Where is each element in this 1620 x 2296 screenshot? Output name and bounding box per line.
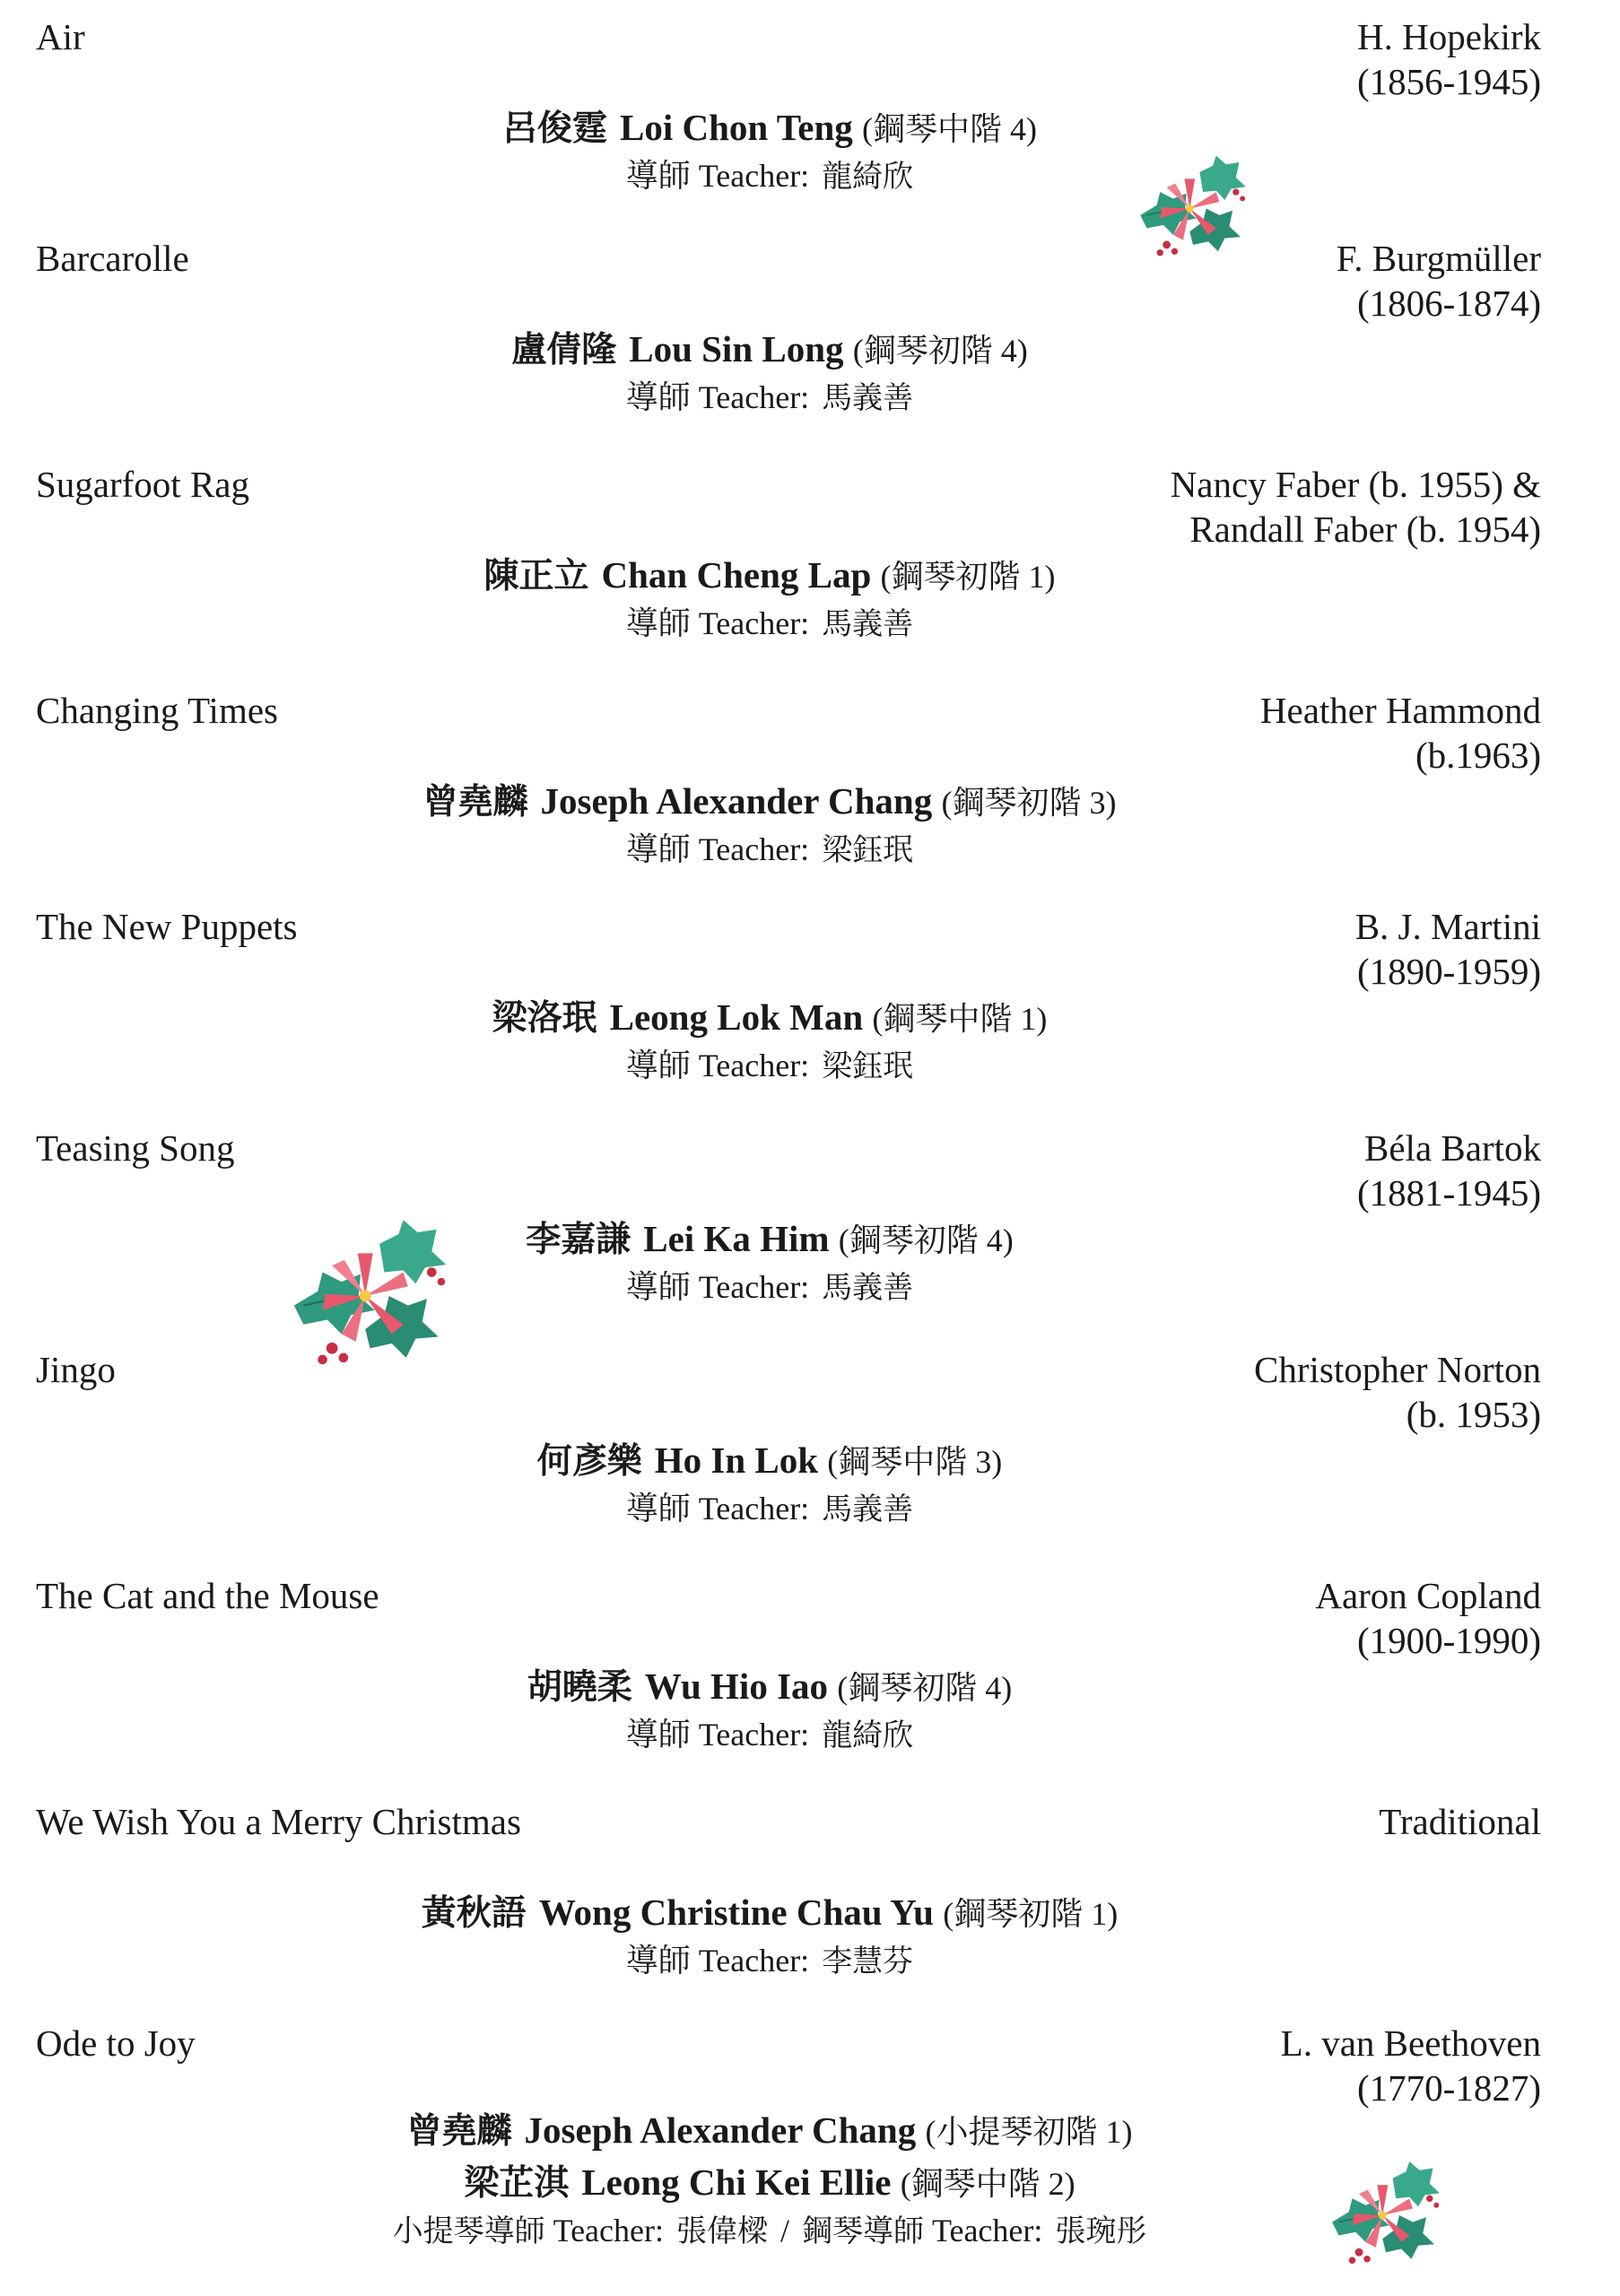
performer-grade: (鋼琴初階 1) — [943, 1896, 1119, 1932]
teacher-name: 馬義善 — [822, 1270, 914, 1306]
performer — [0, 776, 1620, 828]
performer — [0, 1661, 1620, 1713]
performer-block — [0, 1661, 1620, 1757]
piano-teacher-label-en: Teacher: — [932, 2213, 1043, 2248]
teacher-label: 導師 Teacher: — [625, 1717, 810, 1752]
composer — [734, 14, 1541, 104]
performer-name-cn: 盧倩隆 — [511, 330, 617, 370]
performer-name-en: Lou Sin Long — [629, 328, 844, 370]
composer-name: H. Hopekirk — [1357, 16, 1541, 57]
performer-block — [0, 1435, 1620, 1531]
performer-grade: (鋼琴中階 4) — [862, 111, 1038, 147]
performer-name-en: Leong Lok Man — [609, 996, 864, 1038]
teacher-line — [0, 1044, 1620, 1088]
teacher-name: 梁鈺珉 — [822, 1048, 914, 1084]
teacher-line — [0, 602, 1620, 646]
composer-dates: (1890-1959) — [1357, 951, 1541, 992]
piece-title: Teasing Song — [36, 1127, 235, 1169]
performer — [0, 992, 1620, 1044]
performer-name-en: Ho In Lok — [654, 1439, 819, 1481]
performer-grade: (小提琴初階 1) — [925, 2114, 1133, 2150]
performer-grade: (鋼琴中階 3) — [827, 1444, 1003, 1480]
teacher-name: 李慧芬 — [822, 1944, 914, 1979]
composer — [734, 462, 1541, 552]
piece-title: Sugarfoot Rag — [36, 464, 249, 505]
teacher-label: 導師 Teacher: — [625, 379, 810, 415]
piece-title: Changing Times — [36, 690, 278, 731]
piano-teacher-label-cn: 鋼琴導師 — [802, 2213, 924, 2249]
composer — [734, 2021, 1541, 2110]
teacher-line — [0, 1713, 1620, 1757]
performer-name-en: Lei Ka Him — [643, 1218, 830, 1259]
performer-grade: (鋼琴初階 4) — [837, 1670, 1013, 1706]
teacher-label: 導師 Teacher: — [625, 605, 810, 641]
violin-teacher-name: 張偉樑 — [675, 2213, 768, 2249]
performer-block — [0, 992, 1620, 1088]
composer-name: Nancy Faber (b. 1955) & — [1170, 464, 1541, 505]
teacher-label: 導師 Teacher: — [625, 158, 810, 194]
performer-name-cn: 梁芷淇 — [464, 2163, 570, 2204]
teacher-line — [0, 1939, 1620, 1983]
teacher-line — [0, 376, 1620, 420]
composer-dates: Randall Faber (b. 1954) — [1189, 509, 1541, 550]
composer-name: F. Burgmüller — [1336, 238, 1541, 279]
composer-name: Christopher Norton — [1254, 1349, 1541, 1390]
composer-dates: (1806-1874) — [1357, 283, 1541, 324]
performer — [0, 1435, 1620, 1487]
performer-name-cn: 曾堯麟 — [406, 2111, 512, 2152]
performer — [0, 102, 1620, 154]
piece-title: The New Puppets — [36, 906, 298, 947]
composer-dates: (b. 1953) — [1406, 1394, 1541, 1435]
composer-dates: (1770-1827) — [1357, 2067, 1541, 2109]
performer-name-en: Loi Chon Teng — [619, 107, 853, 148]
teacher-separator: / — [780, 2213, 789, 2248]
performer — [0, 1887, 1620, 1939]
composer-dates: (1881-1945) — [1357, 1172, 1541, 1213]
performer-grade: (鋼琴初階 3) — [941, 785, 1117, 821]
violin-teacher-label-cn: 小提琴導師 — [392, 2213, 545, 2249]
performer-name-cn: 胡曉柔 — [527, 1667, 632, 1708]
teacher-label: 導師 Teacher: — [625, 831, 810, 867]
composer — [734, 688, 1541, 778]
performer — [0, 550, 1620, 602]
performer-block — [0, 1213, 1620, 1309]
performer-name-cn: 黃秋語 — [421, 1893, 527, 1934]
performer-grade: (鋼琴中階 2) — [900, 2166, 1076, 2202]
holly-poinsettia-icon — [1126, 152, 1260, 265]
teacher-label: 導師 Teacher: — [625, 1943, 810, 1979]
piece-title: Ode to Joy — [36, 2022, 196, 2064]
performer-name-en: Wu Hio Iao — [644, 1665, 829, 1707]
teacher-name: 馬義善 — [822, 1492, 914, 1527]
performer-name-en: Joseph Alexander Chang — [540, 780, 933, 822]
performer — [0, 324, 1620, 376]
teacher-line — [0, 828, 1620, 872]
violin-teacher-label-en: Teacher: — [553, 2213, 664, 2248]
performer-grade: (鋼琴初階 4) — [838, 1222, 1014, 1258]
performer-name-en: Wong Christine Chau Yu — [538, 1892, 934, 1933]
piece-title: Jingo — [36, 1349, 116, 1390]
holly-poinsettia-icon — [274, 1215, 466, 1377]
composer-name: Aaron Copland — [1315, 1575, 1541, 1616]
performer-name-en: Leong Chi Kei Ellie — [581, 2161, 892, 2203]
teacher-line — [0, 1265, 1620, 1309]
piece-title: Barcarolle — [36, 238, 189, 279]
teacher-name: 馬義善 — [822, 606, 914, 642]
composer-name: Heather Hammond — [1259, 690, 1541, 731]
teacher-name: 龍綺欣 — [822, 1718, 914, 1753]
composer — [734, 1126, 1541, 1215]
piece-title: Air — [36, 16, 85, 57]
teacher-name: 龍綺欣 — [822, 159, 914, 195]
performer — [0, 1213, 1620, 1265]
performer-grade: (鋼琴初階 1) — [880, 559, 1056, 595]
composer — [734, 1573, 1541, 1663]
teacher-line — [0, 154, 1620, 198]
teacher-label: 導師 Teacher: — [625, 1048, 810, 1083]
teacher-name: 馬義善 — [822, 380, 914, 416]
performer-name-cn: 呂俊霆 — [501, 109, 607, 149]
performer-grade: (鋼琴初階 4) — [852, 333, 1028, 369]
piece-title: We Wish You a Merry Christmas — [36, 1801, 521, 1842]
performer-block — [0, 1887, 1620, 1983]
performer-block — [0, 102, 1620, 198]
performer-name-en: Chan Cheng Lap — [601, 554, 872, 596]
performer — [0, 2105, 1620, 2157]
composer-name: Béla Bartok — [1364, 1127, 1541, 1169]
performer-name-en: Joseph Alexander Chang — [524, 2109, 917, 2151]
performer-name-cn: 何彥樂 — [536, 1441, 642, 1482]
performer-name-cn: 曾堯麟 — [422, 782, 528, 822]
performer-block — [0, 324, 1620, 420]
performer-name-cn: 梁洛珉 — [492, 998, 597, 1039]
composer-name: L. van Beethoven — [1280, 2022, 1541, 2064]
composer-dates: (1856-1945) — [1357, 61, 1541, 102]
composer-name: B. J. Martini — [1354, 906, 1541, 947]
performer-name-cn: 李嘉謙 — [526, 1220, 631, 1260]
teacher-label: 導師 Teacher: — [625, 1269, 810, 1305]
piano-teacher-name: 張琬彤 — [1055, 2213, 1147, 2249]
performer-block — [0, 550, 1620, 646]
holly-poinsettia-icon — [1319, 2152, 1453, 2278]
performer-name-cn: 陳正立 — [483, 556, 589, 596]
composer-dates: (b.1963) — [1415, 735, 1541, 776]
teacher-name: 梁鈺珉 — [822, 832, 914, 868]
piece-title: The Cat and the Mouse — [36, 1575, 379, 1616]
teacher-label: 導師 Teacher: — [625, 1491, 810, 1526]
composer — [734, 1799, 1541, 1844]
composer — [734, 1347, 1541, 1437]
composer-name: Traditional — [1379, 1801, 1541, 1842]
composer — [734, 904, 1541, 994]
composer-dates: (1900-1990) — [1357, 1620, 1541, 1661]
performer-grade: (鋼琴中階 1) — [872, 1001, 1048, 1037]
performer-block — [0, 776, 1620, 872]
teacher-line — [0, 1487, 1620, 1531]
